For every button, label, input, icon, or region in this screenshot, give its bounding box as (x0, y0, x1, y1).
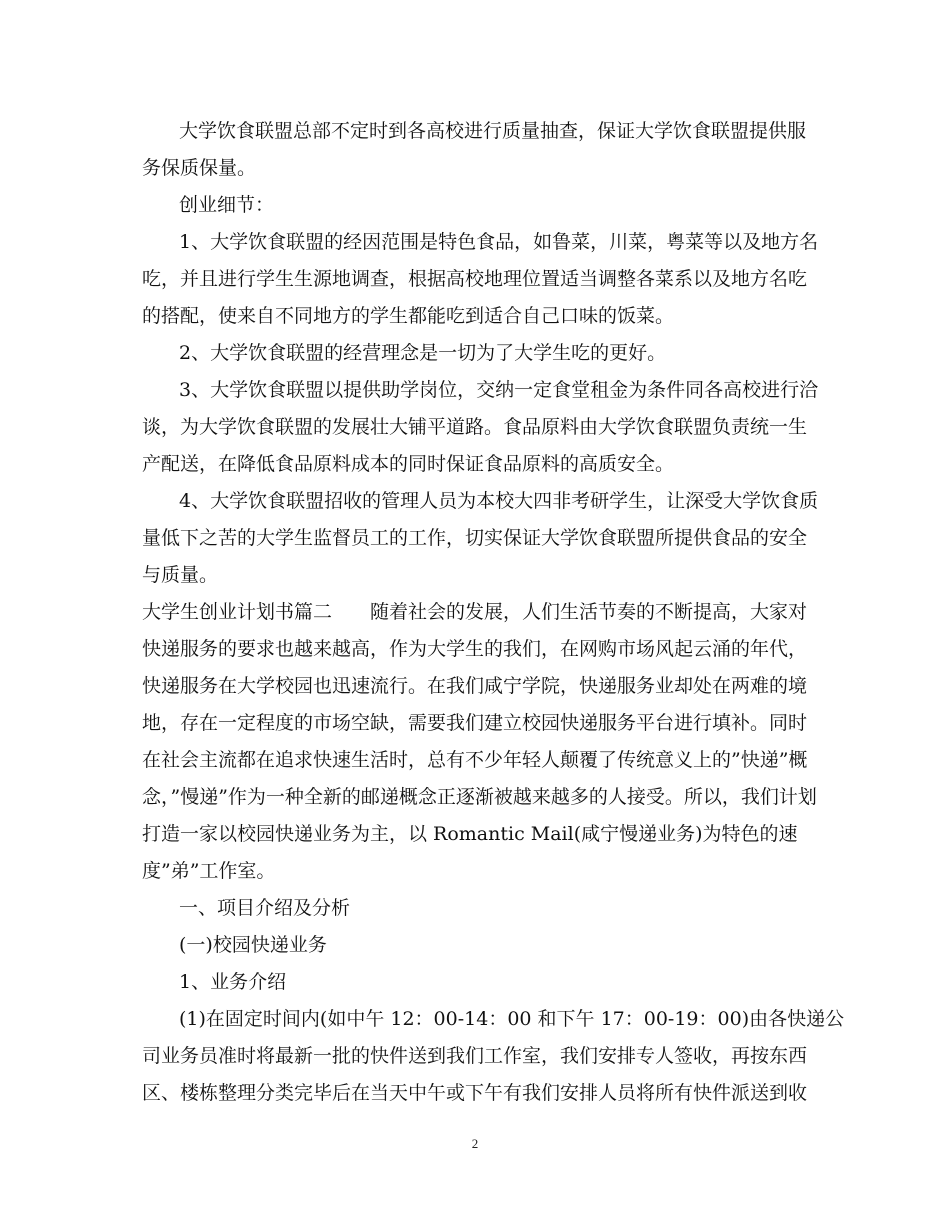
text-line: 度”弟”工作室。 (142, 860, 276, 882)
text-line: 司业务员准时将最新一批的快件送到我们工作室，我们安排专人签收，再按东西 (142, 1045, 808, 1067)
text-line: 吃，并且进行学生生源地调查，根据高校地理位置适当调整各菜系以及地方名吃 (142, 268, 808, 290)
heading-line: 1、业务介绍 (179, 971, 287, 993)
text-line: 在社会主流都在追求快速生活时，总有不少年轻人颠覆了传统意义上的”快递”概 (142, 749, 808, 771)
text-line: 快递服务的要求也越来越高，作为大学生的我们，在网购市场风起云涌的年代， (142, 638, 808, 660)
text-line: 3、大学饮食联盟以提供助学岗位，交纳一定食堂租金为条件同各高校进行洽 (179, 379, 819, 401)
text-line: 量低下之苦的大学生监督员工的工作，切实保证大学饮食联盟所提供食品的安全 (142, 527, 808, 549)
text-line: 产配送，在降低食品原料成本的同时保证食品原料的高质安全。 (142, 453, 675, 475)
page-number: 2 (471, 1136, 479, 1151)
text-line: 与质量。 (142, 564, 219, 586)
text-line: 大学饮食联盟总部不定时到各高校进行质量抽查，保证大学饮食联盟提供服 (179, 120, 807, 142)
text-line: 4、大学饮食联盟招收的管理人员为本校大四非考研学生，让深受大学饮食质 (179, 490, 819, 512)
document-body (142, 113, 845, 1112)
text-line: 谈，为大学饮食联盟的发展壮大铺平道路。食品原料由大学饮食联盟负责统一生 (142, 416, 808, 438)
text-line: 务保质保量。 (142, 157, 257, 179)
text-line: 的搭配，使来自不同地方的学生都能吃到适合自己口味的饭菜。 (142, 305, 675, 327)
text-line: 区、楼栋整理分类完毕后在当天中午或下午有我们安排人员将所有快件派送到收 (142, 1082, 808, 1104)
text-line: 打造一家以校园快递业务为主，以 Romantic Mail(咸宁慢递业务)为特色的速 (142, 823, 798, 845)
text-line: 创业细节： (179, 194, 275, 216)
text-line: 念，”慢递”作为一种全新的邮递概念正逐渐被越来越多的人接受。所以，我们计划 (142, 786, 817, 808)
text-line: 1、大学饮食联盟的经因范围是特色食品，如鲁菜，川菜，粤菜等以及地方名 (179, 231, 819, 253)
heading-line: 一、项目介绍及分析 (179, 897, 351, 919)
text-line: 2、大学饮食联盟的经营理念是一切为了大学生吃的更好。 (179, 342, 667, 364)
text-line: 地，存在一定程度的市场空缺，需要我们建立校园快递服务平台进行填补。同时 (142, 712, 808, 734)
section-heading-line: 大学生创业计划书篇二 随着社会的发展，人们生活节奏的不断提高，大家对 (142, 601, 808, 623)
text-line: (1)在固定时间内(如中午 12：00-14：00 和下午 17：00-19：00)由各快递公 (179, 1008, 845, 1030)
heading-line: (一)校园快递业务 (179, 934, 327, 956)
text-line: 快递服务在大学校园也迅速流行。在我们咸宁学院，快递服务业却处在两难的境 (142, 675, 808, 697)
